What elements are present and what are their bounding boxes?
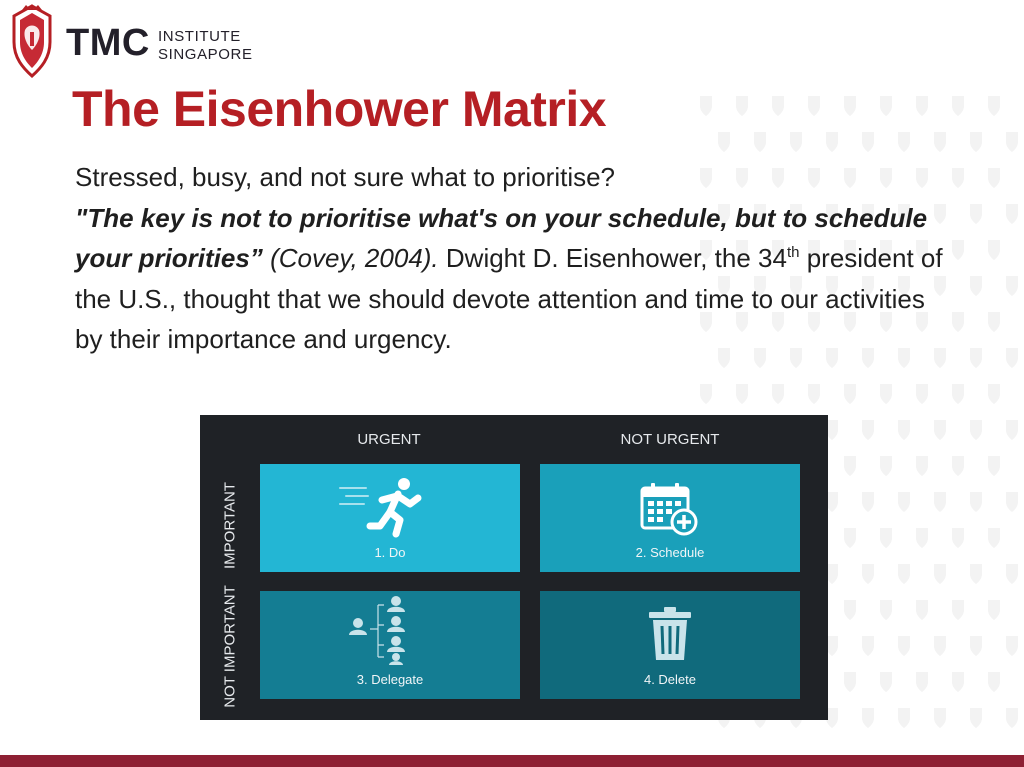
background-shield-mark: [844, 456, 856, 476]
background-shield-mark: [952, 96, 964, 116]
background-shield-mark: [988, 456, 1000, 476]
background-shield-mark: [862, 636, 874, 656]
background-shield-mark: [880, 96, 892, 116]
background-shield-mark: [988, 600, 1000, 620]
background-shield-mark: [970, 636, 982, 656]
quadrant-delegate-label: 3. Delegate: [356, 672, 424, 687]
quadrant-delete: [540, 591, 800, 699]
background-shield-mark: [862, 420, 874, 440]
body-paragraph: [75, 198, 955, 360]
background-shield-mark: [970, 708, 982, 728]
background-shield-mark: [934, 564, 946, 584]
eisenhower-matrix-image: [200, 415, 828, 720]
background-shield-mark: [934, 420, 946, 440]
background-shield-mark: [952, 384, 964, 404]
background-shield-mark: [880, 528, 892, 548]
background-shield-mark: [952, 672, 964, 692]
background-shield-mark: [808, 384, 820, 404]
background-shield-mark: [970, 132, 982, 152]
background-shield-mark: [934, 636, 946, 656]
background-shield-mark: [988, 168, 1000, 188]
quadrant-do-label: 1. Do: [374, 545, 406, 560]
calendar-add-icon: [640, 482, 700, 538]
background-shield-mark: [970, 276, 982, 296]
footer-bar: [0, 755, 1024, 767]
background-shield-mark: [862, 492, 874, 512]
quadrant-schedule-label: 2. Schedule: [635, 545, 705, 560]
background-shield-mark: [916, 600, 928, 620]
background-shield-mark: [934, 492, 946, 512]
background-shield-mark: [988, 672, 1000, 692]
background-shield-mark: [934, 708, 946, 728]
column-header-urgent: URGENT: [357, 431, 421, 448]
background-shield-mark: [826, 132, 838, 152]
background-shield-mark: [808, 96, 820, 116]
background-shield-mark: [1006, 348, 1018, 368]
background-shield-mark: [898, 132, 910, 152]
background-shield-mark: [1006, 420, 1018, 440]
background-shield-mark: [1006, 204, 1018, 224]
background-shield-mark: [970, 348, 982, 368]
background-shield-mark: [898, 420, 910, 440]
row-header-important: IMPORTANT: [221, 482, 239, 569]
background-shield-mark: [844, 600, 856, 620]
background-shield-mark: [844, 96, 856, 116]
background-shield-mark: [700, 384, 712, 404]
background-shield-mark: [718, 132, 730, 152]
background-shield-mark: [1006, 132, 1018, 152]
background-shield-mark: [862, 564, 874, 584]
eisenhower-text-b: president of the U.S., thought that we should devote attention and time to our activities by their importance and urgency.: [75, 243, 943, 354]
background-shield-mark: [988, 528, 1000, 548]
slide-body: [75, 157, 955, 360]
row-header-not-important: NOT IMPORTANT: [221, 585, 239, 708]
background-shield-mark: [970, 492, 982, 512]
background-shield-mark: [736, 96, 748, 116]
background-shield-mark: [862, 708, 874, 728]
tmc-logo: [8, 4, 268, 78]
background-shield-mark: [988, 384, 1000, 404]
background-shield-mark: [988, 312, 1000, 332]
ordinal-superscript: th: [786, 244, 800, 261]
background-shield-mark: [880, 384, 892, 404]
quadrant-do: [260, 464, 520, 572]
background-shield-mark: [952, 600, 964, 620]
background-shield-mark: [1006, 564, 1018, 584]
background-shield-mark: [916, 384, 928, 404]
background-shield-mark: [970, 564, 982, 584]
background-shield-mark: [916, 672, 928, 692]
background-shield-mark: [970, 420, 982, 440]
background-shield-mark: [880, 672, 892, 692]
intro-question: Stressed, busy, and not sure what to prioritise?: [75, 162, 616, 192]
background-shield-mark: [934, 132, 946, 152]
background-shield-mark: [880, 456, 892, 476]
covey-quote: "The key is not to prioritise what's on your schedule, but to schedule your priorities”: [75, 202, 928, 273]
background-shield-mark: [1006, 636, 1018, 656]
quadrant-schedule: [540, 464, 800, 572]
crest-icon: [8, 4, 56, 78]
background-shield-mark: [898, 564, 910, 584]
background-shield-mark: [988, 96, 1000, 116]
background-shield-mark: [736, 384, 748, 404]
background-shield-mark: [862, 132, 874, 152]
background-shield-mark: [772, 96, 784, 116]
background-shield-mark: [898, 636, 910, 656]
background-shield-mark: [1006, 276, 1018, 296]
background-shield-mark: [1006, 492, 1018, 512]
background-shield-mark: [844, 384, 856, 404]
background-shield-mark: [772, 384, 784, 404]
trash-can-icon: [647, 606, 693, 662]
background-shield-mark: [898, 492, 910, 512]
column-header-not-urgent: NOT URGENT: [620, 431, 720, 448]
background-shield-mark: [700, 96, 712, 116]
logo-brand-text: TMC: [66, 22, 150, 64]
background-shield-mark: [916, 528, 928, 548]
slide-title: The Eisenhower Matrix: [72, 81, 607, 137]
running-person-icon: [338, 474, 438, 538]
background-shield-mark: [1006, 708, 1018, 728]
background-shield-mark: [880, 600, 892, 620]
quadrant-delegate: [260, 591, 520, 699]
background-shield-mark: [970, 204, 982, 224]
delegate-people-icon: [346, 593, 416, 665]
background-shield-mark: [988, 240, 1000, 260]
background-shield-mark: [790, 132, 802, 152]
quadrant-delete-label: 4. Delete: [643, 672, 697, 687]
covey-citation: (Covey, 2004).: [270, 243, 439, 273]
background-shield-mark: [898, 708, 910, 728]
background-shield-mark: [844, 528, 856, 548]
background-shield-mark: [952, 528, 964, 548]
eisenhower-text-a: Dwight D. Eisenhower, the 34: [445, 243, 787, 273]
background-shield-mark: [844, 672, 856, 692]
background-shield-mark: [916, 456, 928, 476]
logo-singapore-text: SINGAPORE: [158, 46, 253, 63]
background-shield-mark: [952, 456, 964, 476]
background-shield-mark: [754, 132, 766, 152]
logo-institute-text: INSTITUTE: [158, 28, 241, 45]
background-shield-mark: [916, 96, 928, 116]
